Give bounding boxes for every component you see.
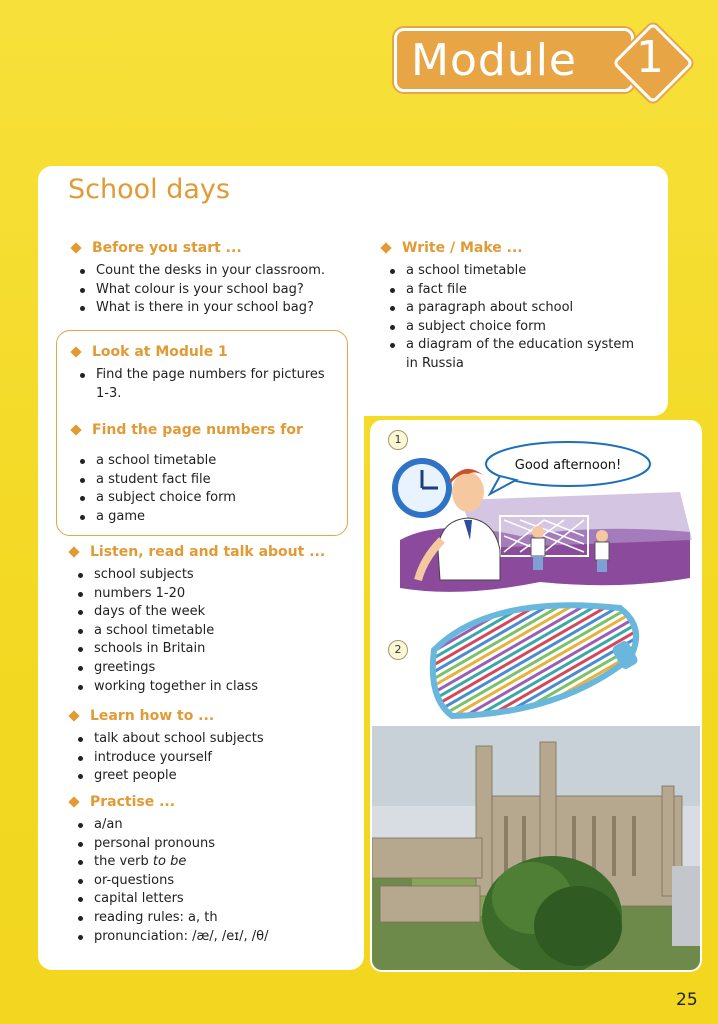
section-heading: Listen, read and talk about ... xyxy=(90,544,326,560)
list-item: a student fact file xyxy=(96,471,340,490)
page-title: School days xyxy=(68,174,230,205)
list-item: the verb to be xyxy=(94,853,358,872)
item-list xyxy=(68,816,358,946)
item-list xyxy=(68,566,358,696)
module-number-badge xyxy=(612,22,688,98)
list-item: a school timetable xyxy=(94,622,358,641)
pictures-panel xyxy=(370,420,702,972)
speech-text: Good afternoon! xyxy=(514,458,622,473)
list-item: a diagram of the education system in Russia xyxy=(406,336,650,373)
list-item: a school timetable xyxy=(406,262,650,281)
item-list xyxy=(70,262,360,318)
list-item: reading rules: a, th xyxy=(94,909,358,928)
list-item: greetings xyxy=(94,659,358,678)
italic-term: to be xyxy=(152,854,187,870)
list-item: a/an xyxy=(94,816,358,835)
section-heading: Find the page numbers for xyxy=(92,422,303,438)
list-item: introduce yourself xyxy=(94,749,358,768)
pencil-case-illustration xyxy=(420,588,650,728)
list-item: or-questions xyxy=(94,872,358,891)
list-item: a game xyxy=(96,508,340,527)
list-item: pronunciation: /æ/, /eɪ/, /θ/ xyxy=(94,928,358,947)
diamond-bullet-icon xyxy=(68,546,79,557)
list-item: a paragraph about school xyxy=(406,299,650,318)
list-item: a school timetable xyxy=(96,452,340,471)
list-item: capital letters xyxy=(94,890,358,909)
section-practise xyxy=(68,794,358,946)
item-list xyxy=(380,262,650,374)
section-learn-how-to xyxy=(68,708,358,786)
list-item: days of the week xyxy=(94,603,358,622)
list-item: Count the desks in your classroom. xyxy=(96,262,360,281)
list-item: Find the page numbers for pictures 1-3. xyxy=(96,366,340,403)
diamond-bullet-icon xyxy=(70,346,81,357)
module-word: Module xyxy=(411,35,577,86)
diamond-bullet-icon xyxy=(70,242,81,253)
list-item: personal pronouns xyxy=(94,835,358,854)
list-item: What is there in your school bag? xyxy=(96,299,360,318)
list-item: working together in class xyxy=(94,678,358,697)
item-list xyxy=(70,366,340,403)
list-item: school subjects xyxy=(94,566,358,585)
section-heading: Learn how to ... xyxy=(90,708,215,724)
module-banner xyxy=(394,28,694,92)
module-box xyxy=(394,28,634,92)
item-list xyxy=(68,730,358,786)
picture-number-2: 2 xyxy=(388,640,408,660)
module-number: 1 xyxy=(636,32,664,83)
clock-icon xyxy=(392,458,452,518)
list-item: schools in Britain xyxy=(94,640,358,659)
list-item: a subject choice form xyxy=(96,489,340,508)
picture-number-1: 1 xyxy=(388,430,408,450)
diamond-bullet-icon xyxy=(68,710,79,721)
diamond-bullet-icon xyxy=(380,242,391,253)
list-item: a subject choice form xyxy=(406,318,650,337)
diamond-bullet-icon xyxy=(68,796,79,807)
section-listen-read-talk xyxy=(68,544,358,696)
diamond-bullet-icon xyxy=(70,424,81,435)
section-heading: Look at Module 1 xyxy=(92,344,228,360)
list-item: a fact file xyxy=(406,281,650,300)
item-list xyxy=(70,452,340,526)
list-item: numbers 1-20 xyxy=(94,585,358,604)
list-item: greet people xyxy=(94,767,358,786)
section-heading: Before you start ... xyxy=(92,240,242,256)
section-look-at-module xyxy=(70,344,340,403)
section-before-you-start xyxy=(70,240,360,318)
list-item: talk about school subjects xyxy=(94,730,358,749)
list-item: What colour is your school bag? xyxy=(96,281,360,300)
page-number: 25 xyxy=(676,990,698,1010)
college-photo-illustration xyxy=(372,726,700,970)
section-heading: Practise ... xyxy=(90,794,176,810)
section-heading: Write / Make ... xyxy=(402,240,523,256)
section-find-page-numbers xyxy=(70,422,340,526)
section-write-make xyxy=(380,240,650,374)
cartoon-greeting-illustration xyxy=(380,440,700,602)
